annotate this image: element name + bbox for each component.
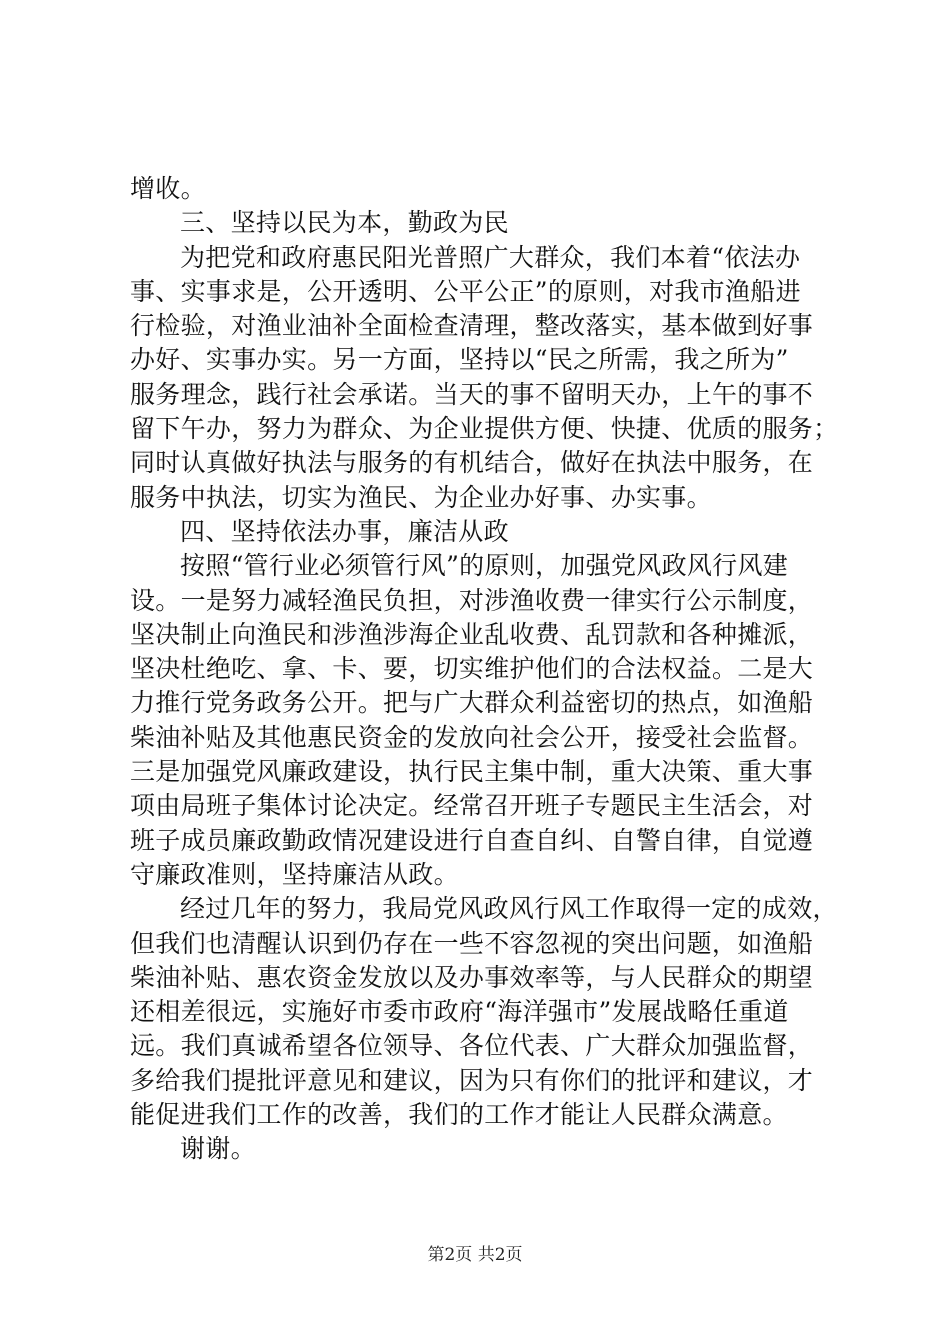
text-line: 远。我们真诚希望各位领导、各位代表、广大群众加强监督， [130,1031,814,1061]
text-line: 还相差很远，实施好市委市政府“海洋强市”发展战略任重道 [130,997,789,1027]
document-body [130,172,839,1167]
text-line: 服务中执法，切实为渔民、为企业办好事、办实事。 [130,482,712,512]
text-line: 柴油补贴及其他惠民资金的发放向社会公开，接受社会监督。 [130,722,814,752]
text-line: 力推行党务政务公开。把与广大群众利益密切的热点，如渔船 [130,688,814,718]
text-line: 多给我们提批评意见和建议，因为只有你们的批评和建议，才 [130,1065,814,1095]
text-line: 柴油补贴、惠农资金发放以及办事效率等，与人民群众的期望 [130,962,814,992]
text-line: 行检验，对渔业油补全面检查清理，整改落实，基本做到好事 [130,311,814,341]
text-line: 坚决制止向渔民和涉渔涉海企业乱收费、乱罚款和各种摊派， [130,619,814,649]
text-line: 设。一是努力减轻渔民负担，对涉渔收费一律实行公示制度， [130,585,814,615]
text-line: 经过几年的努力，我局党风政风行风工作取得一定的成效， [180,894,838,924]
text-line: 项由局班子集体讨论决定。经常召开班子专题民主生活会，对 [130,791,814,821]
text-line: 增收。 [130,174,206,203]
section-heading-4: 四、坚持依法办事，廉洁从政 [180,516,509,546]
text-line: 但我们也清醒认识到仍存在一些不容忽视的突出问题，如渔船 [130,928,814,958]
text-line: 事、实事求是，公开透明、公平公正”的原则，对我市渔船进 [130,276,801,306]
page-number-footer: 第2页 共2页 [427,1245,523,1265]
text-line: 守廉政准则，坚持廉洁从政。 [130,859,459,889]
text-line: 留下午办，努力为群众、为企业提供方便、快捷、优质的服务； [130,414,839,444]
text-line: 办好、实事办实。另一方面，坚持以“民之所需，我之所为” [130,345,789,375]
closing-text: 谢谢。 [180,1134,256,1164]
text-line: 班子成员廉政勤政情况建设进行自查自纠、自警自律，自觉遵 [130,825,814,855]
section-heading-3: 三、坚持以民为本，勤政为民 [180,208,509,238]
text-line: 坚决杜绝吃、拿、卡、要，切实维护他们的合法权益。二是大 [130,654,814,684]
text-line: 三是加强党风廉政建设，执行民主集中制，重大决策、重大事 [130,757,814,787]
text-line: 同时认真做好执法与服务的有机结合，做好在执法中服务，在 [130,448,814,478]
text-line: 按照“管行业必须管行风”的原则，加强党风政风行风建 [180,551,789,581]
text-line: 能促进我们工作的改善，我们的工作才能让人民群众满意。 [130,1100,788,1130]
text-line: 服务理念，践行社会承诺。当天的事不留明天办，上午的事不 [130,379,814,409]
text-line: 为把党和政府惠民阳光普照广大群众，我们本着“依法办 [180,242,801,272]
